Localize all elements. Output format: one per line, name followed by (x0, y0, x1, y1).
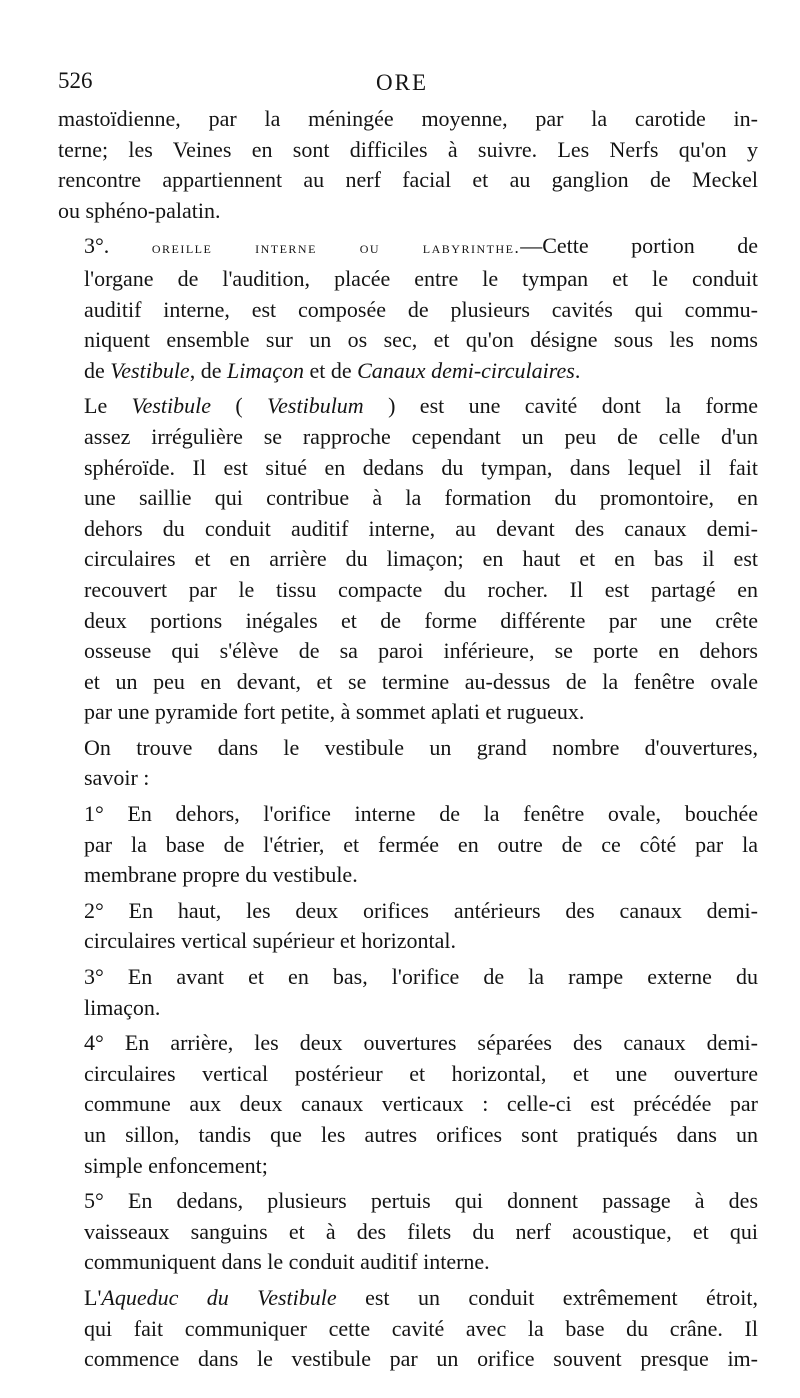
text-run: , de (189, 357, 227, 383)
section-paragraph (58, 231, 758, 386)
text-line: assez irrégulière se rapproche cependant un peu de celle d'un (84, 423, 758, 449)
text-line: 5° En dedans, plusieurs pertuis qui donnent passage à des (84, 1188, 758, 1214)
text-line: ou sphéno-palatin. (58, 197, 221, 223)
text-line: 1° En dehors, l'orifice interne de la fenêtre ovale, bouchée (84, 801, 758, 827)
text-line: 3° En avant et en bas, l'orifice de la rampe externe du (84, 964, 758, 990)
text-line: mastoïdienne, par la méningée moyenne, par la carotide in- (58, 106, 758, 131)
section-number: 3°. (84, 233, 110, 259)
page-header (58, 64, 758, 104)
text-line: dehors du conduit auditif interne, au devant des canaux demi- (84, 515, 758, 541)
text-run: ( (211, 393, 268, 419)
text-line: commence dans le vestibule par un orifice souvent presque im- (84, 1346, 758, 1372)
text-line: 2° En haut, les deux orifices antérieurs des canaux demi- (84, 897, 758, 923)
text-line (58, 391, 758, 422)
text-line: une saillie qui contribue à la formation du promontoire, en (84, 485, 758, 511)
text-run: est un conduit extrêmement étroit, (336, 1284, 758, 1310)
text-run: ) est une cavité dont la forme (363, 393, 758, 419)
text-line: commune aux deux canaux verticaux : celle-ci est précédée par (84, 1091, 758, 1117)
text-line: On trouve dans le vestibule un grand nombre d'ouvertures, (84, 734, 758, 760)
body-text (58, 104, 758, 1375)
text-line: l'organe de l'audition, placée entre le tympan et le conduit (84, 265, 758, 291)
italic-term: Vestibulum (267, 393, 364, 419)
text-run: Le (84, 393, 132, 419)
text-line: communiquent dans le conduit auditif interne. (84, 1249, 490, 1275)
italic-term: Vestibule (131, 393, 212, 419)
text-line: par une pyramide fort petite, à sommet aplati et rugueux. (84, 699, 585, 725)
text-line: circulaires vertical postérieur et horizontal, et une ouverture (84, 1060, 758, 1086)
text-line: vaisseaux sanguins et à des filets du nerf acoustique, et qui (84, 1218, 758, 1244)
section-heading: oreille interne ou labyrinthe. (151, 238, 521, 258)
paragraph (58, 1283, 758, 1375)
text-run: de (84, 357, 111, 383)
book-page (58, 64, 758, 1380)
text-line: circulaires vertical supérieur et horizontal. (84, 928, 456, 954)
text-line: terne; les Veines en sont difficiles à suivre. Les Nerfs qu'on y (58, 136, 758, 162)
text-line: limaçon. (84, 994, 161, 1020)
italic-term: Vestibule (110, 357, 190, 383)
text-line: auditif interne, est composée de plusieurs cavités qui commu- (84, 296, 758, 322)
text-run: —Cette portion de (520, 233, 759, 259)
text-line: rencontre appartiennent au nerf facial et au ganglion de Meckel (58, 167, 758, 193)
text-line: simple enfoncement; (84, 1152, 268, 1178)
text-line: recouvert par le tissu compacte du rocher. Il est partagé en (84, 576, 758, 602)
list-item (58, 896, 758, 957)
section-heading-line (58, 231, 758, 264)
text-line: osseuse qui s'élève de sa paroi inférieure, se porte en dehors (84, 638, 758, 664)
italic-term: Limaçon (226, 357, 304, 383)
text-line: membrane propre du vestibule. (84, 862, 358, 888)
text-run: L' (84, 1284, 102, 1310)
text-line: 4° En arrière, les deux ouvertures séparées des canaux demi- (84, 1030, 758, 1056)
text-line: circulaires et en arrière du limaçon; en haut et en bas il est (84, 546, 758, 572)
text-run: . (574, 357, 581, 383)
paragraph (58, 391, 758, 728)
italic-term: Aqueduc du Vestibule (101, 1284, 337, 1310)
paragraph (58, 733, 758, 794)
text-line (58, 1283, 758, 1314)
list-item (58, 1186, 758, 1278)
text-line: niquent ensemble sur un os sec, et qu'on désigne sous les noms (84, 327, 758, 353)
text-line (58, 356, 758, 387)
list-item (58, 962, 758, 1023)
italic-term: Canaux demi-circulaires (357, 357, 575, 383)
text-run: et de (303, 357, 358, 383)
paragraph (58, 104, 758, 226)
text-line: deux portions inégales et de forme différente par une crête (84, 607, 758, 633)
text-line: sphéroïde. Il est situé en dedans du tympan, dans lequel il fait (84, 454, 758, 480)
page-number: 526 (58, 68, 93, 93)
list-item (58, 799, 758, 891)
text-line: savoir : (84, 765, 150, 791)
text-line: et un peu en devant, et se termine au-dessus de la fenêtre ovale (84, 668, 758, 694)
list-item (58, 1028, 758, 1181)
text-line: qui fait communiquer cette cavité avec la base du crâne. Il (84, 1315, 758, 1341)
running-title: ORE (376, 70, 428, 95)
text-line: un sillon, tandis que les autres orifices sont pratiqués dans un (84, 1122, 758, 1147)
text-line: par la base de l'étrier, et fermée en outre de ce côté par la (84, 831, 758, 857)
